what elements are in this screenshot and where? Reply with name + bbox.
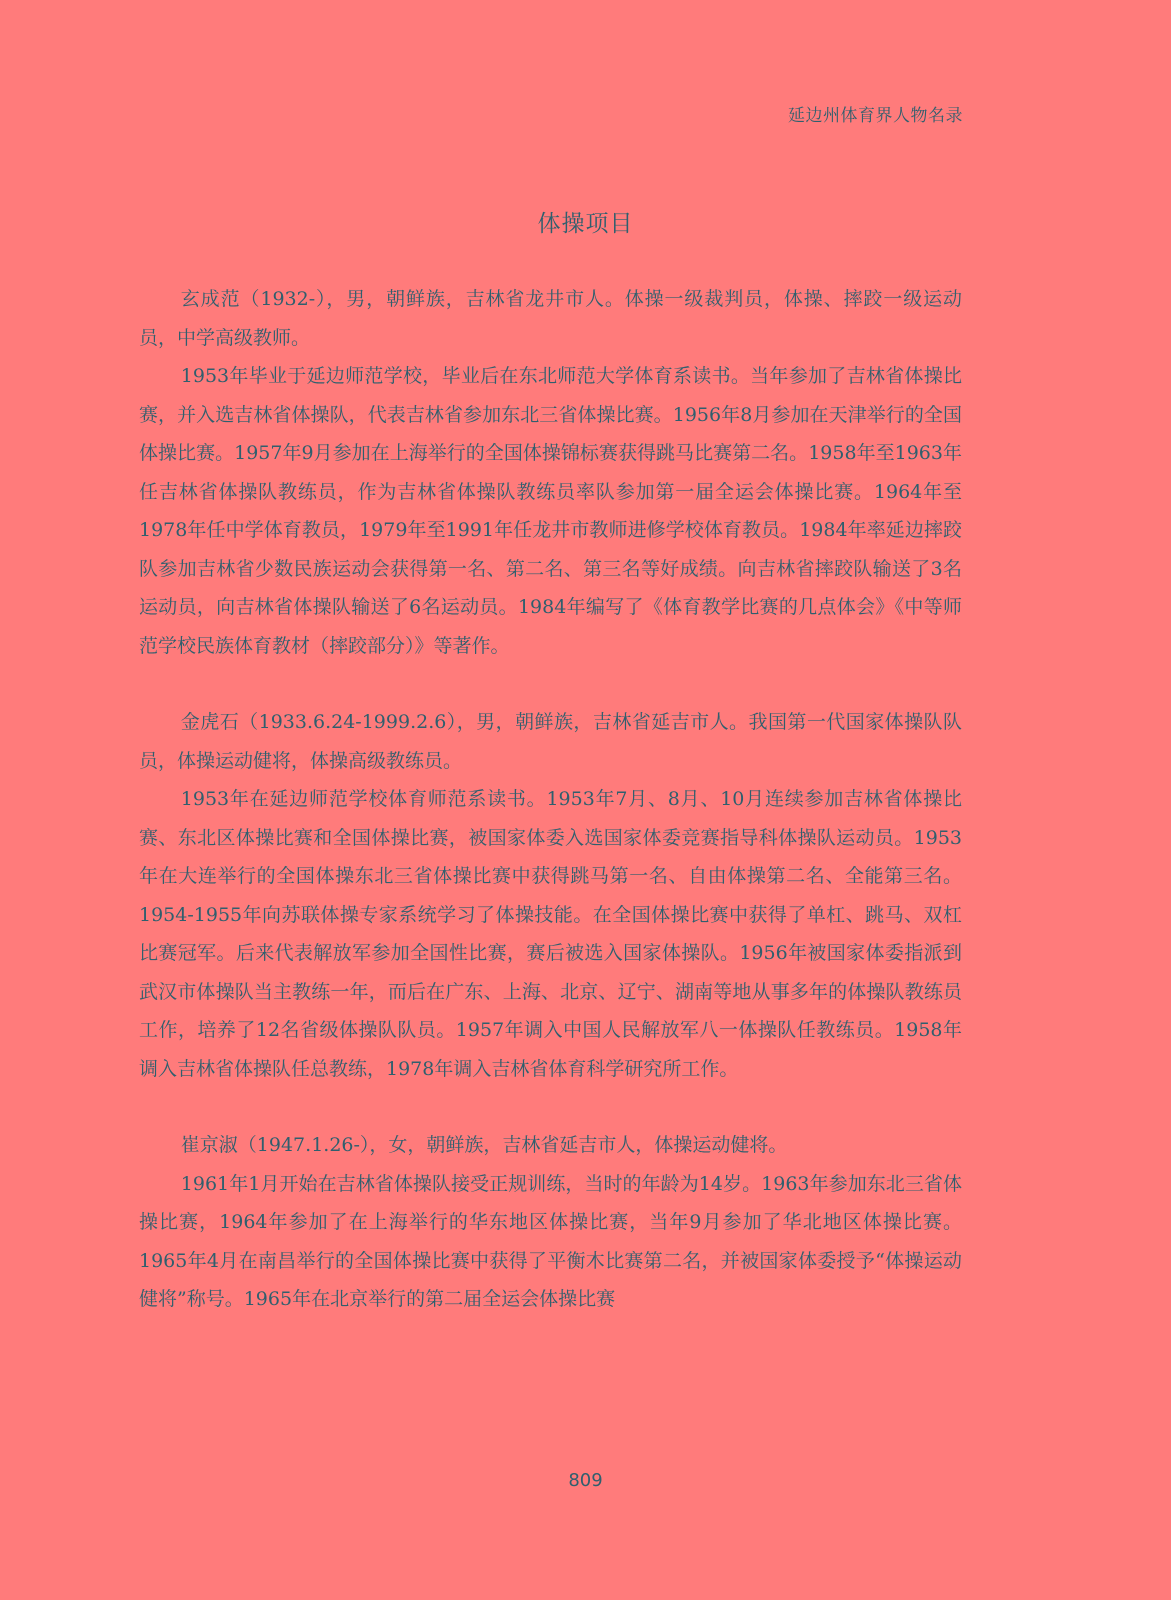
entry-body: 1953年在延边师范学校体育师范系读书。1953年7月、8月、10月连续参加吉林省体操比赛、东北区体操比赛和全国体操比赛，被国家体委入选国家体委竞赛指导科体操队运动员。1953年在大连举行的全国体操东北三省体操比赛中获得跳马第一名、自由体操第二名、全能第三名。1954-1955年向苏联体操专家系统学习了体操技能。在全国体操比赛中获得了单杠、跳马、双杠比赛冠军。后来代表解放军参加全国性比赛，赛后被选入国家体操队。1956年被国家体委指派到武汉市体操队当主教练一年，而后在广东、上海、北京、辽宁、湖南等地从事多年的体操队教练员工作，培养了12名省级体操队队员。1957年调入中国人民解放军八一体操队任教练员。1958年调入吉林省体操队任总教练，1978年调入吉林省体育科学研究所工作。 — [139, 788, 962, 1080]
entry-body: 1953年毕业于延边师范学校，毕业后在东北师范大学体育系读书。当年参加了吉林省体操比赛，并入选吉林省体操队，代表吉林省参加东北三省体操比赛。1956年8月参加在天津举行的全国体操比赛。1957年9月参加在上海举行的全国体操锦标赛获得跳马比赛第二名。1958年至1963年任吉林省体操队教练员，作为吉林省体操队教练员率队参加第一届全运会体操比赛。1964年至1978年任中学体育教员，1979年至1991年任龙井市教师进修学校体育教员。1984年率延边摔跤队参加吉林省少数民族运动会获得第一名、第二名、第三名等好成绩。向吉林省摔跤队输送了3名运动员，向吉林省体操队输送了6名运动员。1984年编写了《体育教学比赛的几点体会》《中等师范学校民族体育教材（摔跤部分）》等著作。 — [139, 365, 962, 657]
entry-body: 1961年1月开始在吉林省体操队接受正规训练，当时的年龄为14岁。1963年参加东北三省体操比赛，1964年参加了在上海举行的华东地区体操比赛，当年9月参加了华北地区体操比赛。1965年4月在南昌举行的全国体操比赛中获得了平衡木比赛第二名，并被国家体委授予“体操运动健将”称号。1965年在北京举行的第二届全运会体操比赛 — [139, 1172, 962, 1310]
entry-intro: 崔京淑（1947.1.26-），女，朝鲜族，吉林省延吉市人，体操运动健将。 — [180, 1134, 788, 1156]
page-number: 809 — [568, 1470, 603, 1491]
running-header: 延边州体育界人物名录 — [788, 106, 963, 126]
entry-intro: 金虎石（1933.6.24-1999.2.6），男，朝鲜族，吉林省延吉市人。我国第一代国家体操队队员，体操运动健将，体操高级教练员。 — [139, 711, 962, 772]
section-title: 体操项目 — [537, 211, 634, 237]
biography-entry — [139, 1126, 962, 1319]
biography-entry — [139, 280, 962, 665]
biography-entry — [139, 703, 962, 1088]
article-body — [139, 280, 962, 1357]
entry-intro: 玄成范（1932-），男，朝鲜族，吉林省龙井市人。体操一级裁判员，体操、摔跤一级运动员，中学高级教师。 — [139, 288, 962, 349]
